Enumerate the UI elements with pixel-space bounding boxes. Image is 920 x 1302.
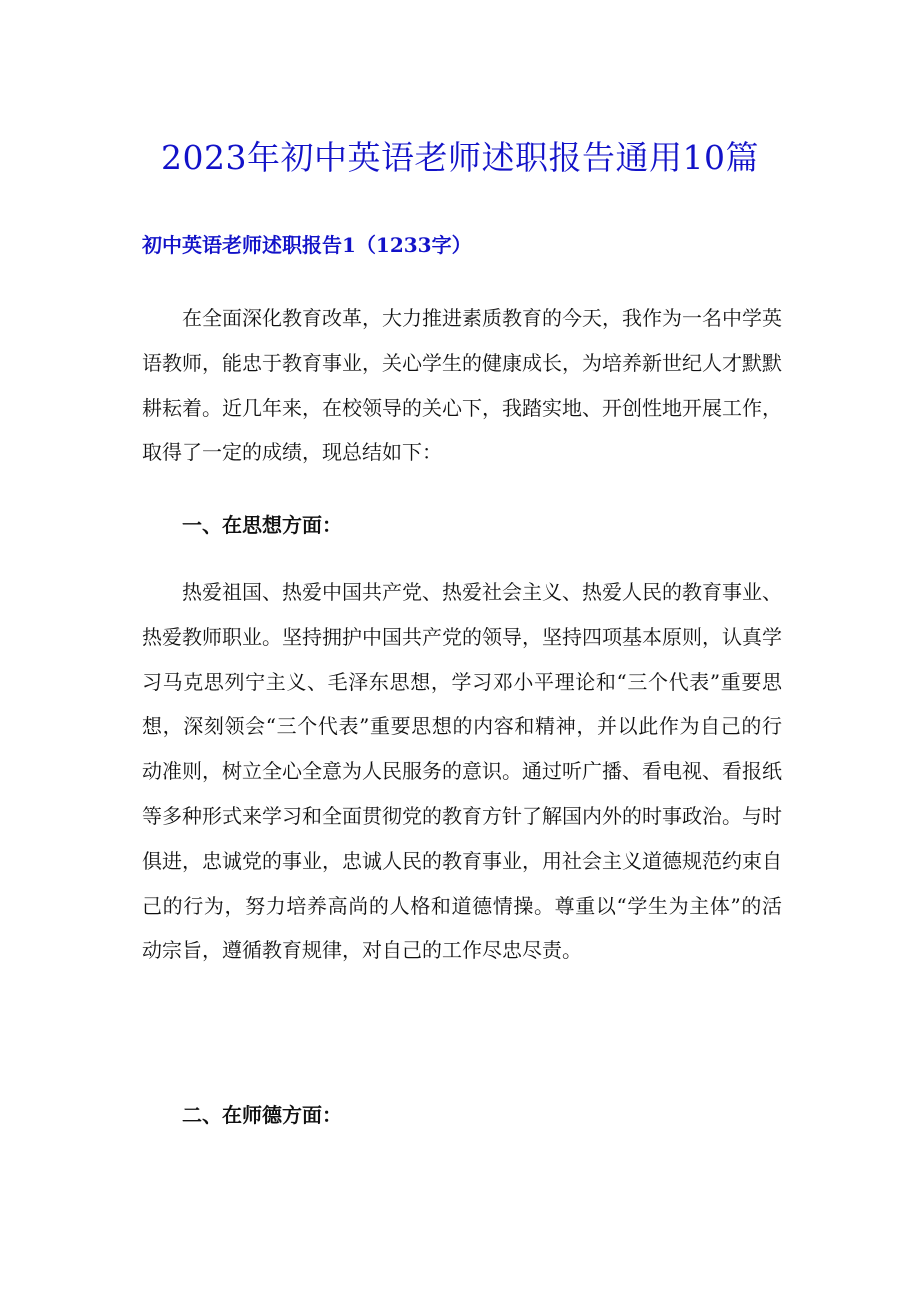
ideology-paragraph: 热爱祖国、热爱中国共产党、热爱社会主义、热爱人民的教育事业、热爱教师职业。坚持拥护中国共产党的领导，坚持四项基本原则，认真学习马克思列宁主义、毛泽东思想，学习邓小平理论和“三个代表”重要思想，深刻领会“三个代表”重要思想的内容和精神，并以此作为自己的行动准则，树立全心全意为人民服务的意识。通过听广播、看电视、看报纸等多种形式来学习和全面贯彻党的教育方针了解国内外的时事政治。与时俱进，忠诚党的事业，忠诚人民的教育事业，用社会主义道德规范约束自己的行为，努力培养高尚的人格和道德情操。尊重以“学生为主体”的活动宗旨，遵循教育规律，对自己的工作尽忠尽责。 [142, 580, 782, 963]
document-title: 2023年初中英语老师述职报告通用10篇 [161, 138, 759, 177]
subheading-ethics: 二、在师德方面： [182, 1103, 342, 1127]
intro-paragraph: 在全面深化教育改革，大力推进素质教育的今天，我作为一名中学英语教师，能忠于教育事业，关心学生的健康成长，为培养新世纪人才默默耕耘着。近几年来，在校领导的关心下，我踏实地、开创性地开展工作，取得了一定的成绩，现总结如下： [142, 306, 782, 465]
section-heading: 初中英语老师述职报告1（1233字） [142, 233, 472, 257]
subheading-ideology: 一、在思想方面： [182, 513, 342, 537]
